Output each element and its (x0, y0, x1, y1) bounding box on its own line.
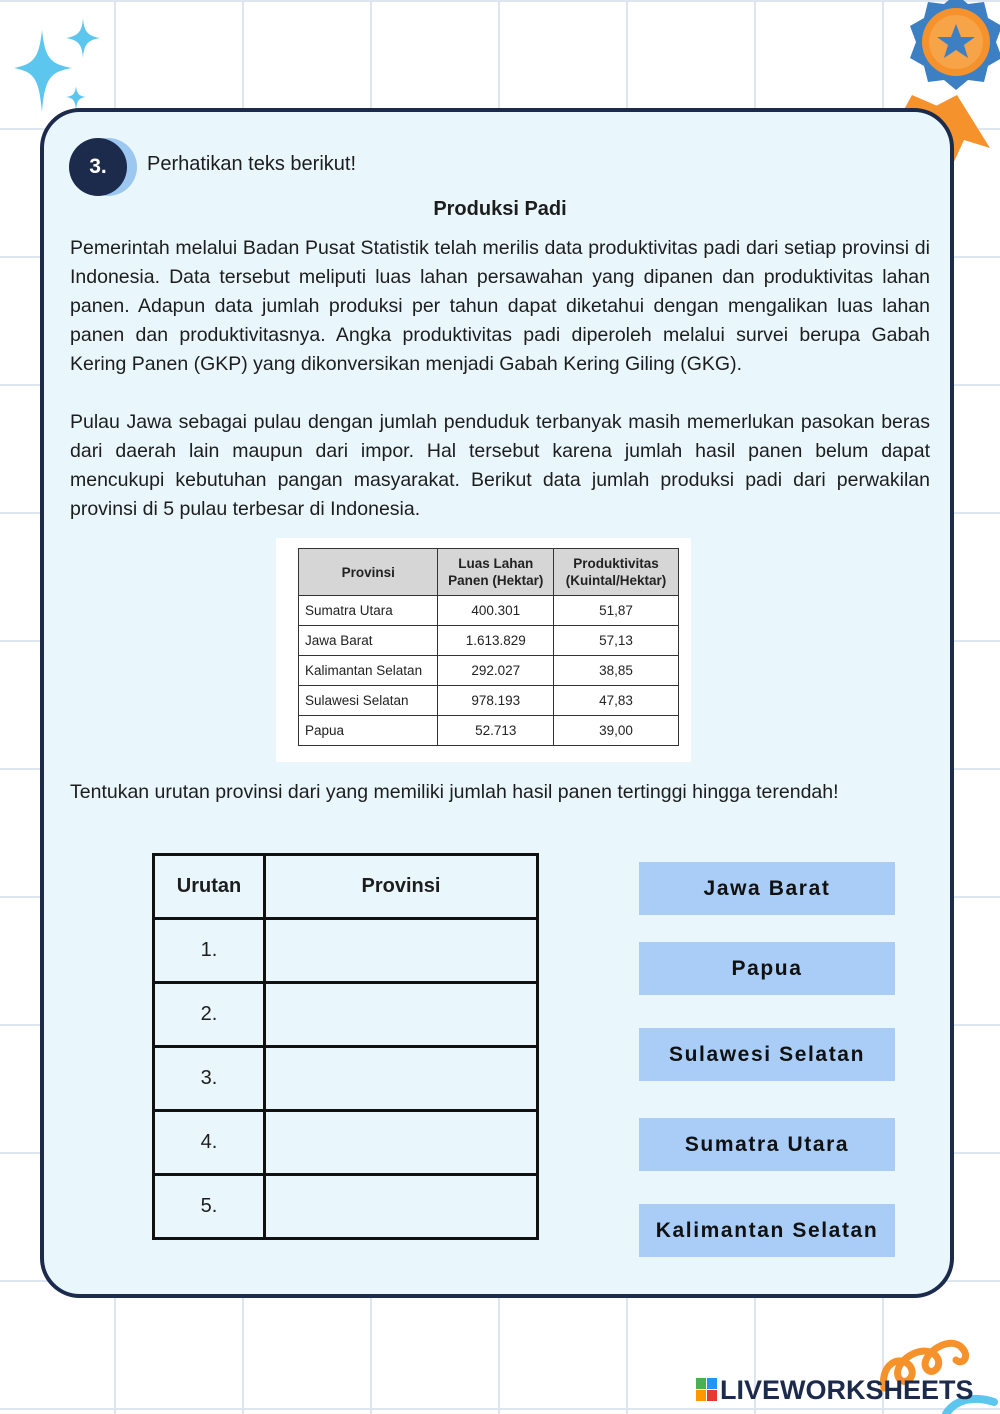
text-title: Produksi Padi (433, 198, 567, 220)
table-row (299, 626, 679, 656)
cell-area: 292.027 (438, 656, 554, 686)
answer-row (154, 1175, 538, 1239)
answer-row (154, 1111, 538, 1175)
header-provinsi: Provinsi (265, 855, 538, 919)
answer-row (154, 983, 538, 1047)
rank-label: 2. (154, 983, 265, 1047)
answer-row (154, 919, 538, 983)
liveworksheets-logo-icon (696, 1378, 718, 1402)
cell-area: 52.713 (438, 716, 554, 746)
cell-province: Sumatra Utara (299, 596, 438, 626)
drop-zone-rank-5[interactable] (265, 1175, 538, 1239)
cell-productivity: 39,00 (554, 716, 679, 746)
drop-zone-rank-1[interactable] (265, 919, 538, 983)
table-row (299, 716, 679, 746)
cell-province: Kalimantan Selatan (299, 656, 438, 686)
cell-productivity: 38,85 (554, 656, 679, 686)
rank-label: 1. (154, 919, 265, 983)
table-row (299, 656, 679, 686)
data-table-image (276, 538, 691, 762)
cell-area: 1.613.829 (438, 626, 554, 656)
rank-label: 5. (154, 1175, 265, 1239)
sparkle-stars-icon (12, 16, 108, 116)
header-produktivitas: Produktivitas (Kuintal/Hektar) (554, 549, 679, 596)
paragraph-1: Pemerintah melalui Badan Pusat Statistik telah merilis data produktivitas padi dari setiap provinsi di Indonesia. Data tersebut meliputi luas lahan persawahan yang dipanen dan produktivitas lahan panen. Adapun data jumlah produksi per tahun dapat diketahui dengan mengalikan luas lahan panen dan produktivitasnya. Angka produktivitas padi diperoleh melalui survei berupa Gabah Kering Panen (GKP) yang dikonversikan menjadi Gabah Kering Giling (GKG). (70, 237, 930, 375)
cell-area: 400.301 (438, 596, 554, 626)
paragraph-2: Pulau Jawa sebagai pulau dengan jumlah penduduk terbanyak masih memerlukan pasokan beras dari daerah lain maupun dari impor. Hal tersebut karena jumlah hasil panen belum dapat mencukupi kebutuhan pangan masyarakat. Berikut data jumlah produksi padi dari perwakilan provinsi di 5 pulau terbesar di Indonesia. (70, 411, 930, 520)
answer-table (152, 853, 539, 1240)
question-instruction: Perhatikan teks berikut! (147, 153, 356, 175)
drop-zone-rank-4[interactable] (265, 1111, 538, 1175)
table-row (299, 596, 679, 626)
choice-sumatra-utara[interactable]: Sumatra Utara (639, 1118, 895, 1171)
choice-sulawesi-selatan[interactable]: Sulawesi Selatan (639, 1028, 895, 1081)
cell-province: Sulawesi Selatan (299, 686, 438, 716)
question-number-badge (69, 138, 139, 196)
header-luas-lahan: Luas Lahan Panen (Hektar) (438, 549, 554, 596)
table-header-row (299, 549, 679, 596)
header-urutan: Urutan (154, 855, 265, 919)
answer-row (154, 1047, 538, 1111)
drop-zone-rank-3[interactable] (265, 1047, 538, 1111)
rice-production-table (298, 548, 679, 746)
table-row (299, 686, 679, 716)
brand-name: LIVEWORKSHEETS (720, 1374, 974, 1405)
cell-productivity: 57,13 (554, 626, 679, 656)
cell-area: 978.193 (438, 686, 554, 716)
choice-jawa-barat[interactable]: Jawa Barat (639, 862, 895, 915)
header-provinsi: Provinsi (299, 549, 438, 596)
rank-label: 4. (154, 1111, 265, 1175)
cell-province: Papua (299, 716, 438, 746)
liveworksheets-logo (696, 1373, 974, 1407)
cell-province: Jawa Barat (299, 626, 438, 656)
cell-productivity: 47,83 (554, 686, 679, 716)
choice-kalimantan-selatan[interactable]: Kalimantan Selatan (639, 1204, 895, 1257)
drop-zone-rank-2[interactable] (265, 983, 538, 1047)
cell-productivity: 51,87 (554, 596, 679, 626)
rank-label: 3. (154, 1047, 265, 1111)
choice-papua[interactable]: Papua (639, 942, 895, 995)
question-number: 3. (69, 138, 127, 196)
answer-header-row (154, 855, 538, 919)
question-prompt: Tentukan urutan provinsi dari yang memiliki jumlah hasil panen tertinggi hingga terendah! (70, 781, 839, 803)
